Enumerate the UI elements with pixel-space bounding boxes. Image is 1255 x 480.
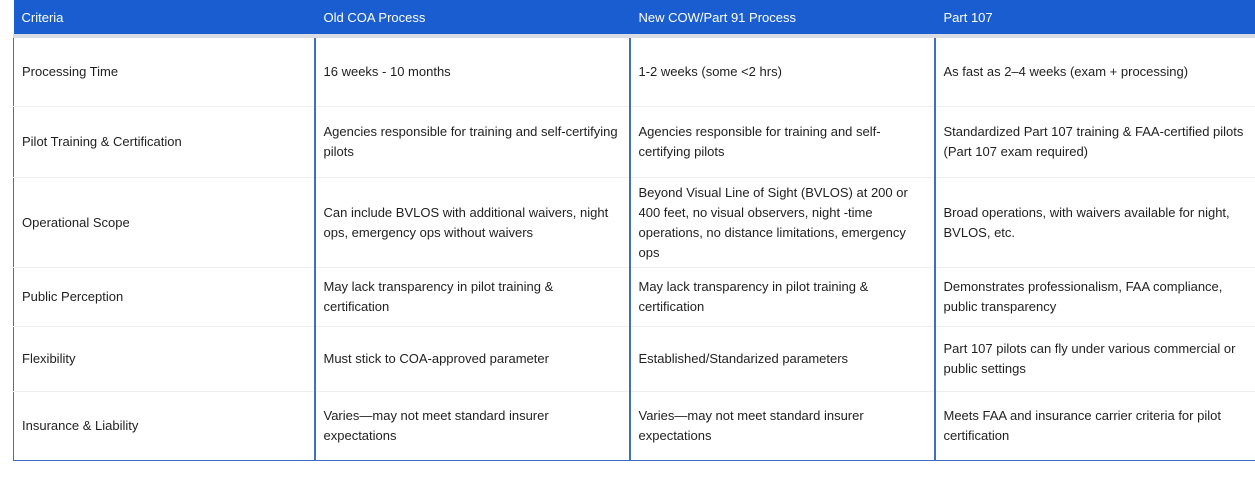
cell-new-cow: Established/Standarized parameters	[630, 327, 935, 392]
table-body	[14, 36, 1255, 461]
cell-criteria: Processing Time	[14, 36, 315, 107]
header-part-107: Part 107	[935, 0, 1255, 36]
cell-new-cow: Varies—may not meet standard insurer expectations	[630, 392, 935, 461]
cell-criteria: Pilot Training & Certification	[14, 107, 315, 178]
cell-criteria: Insurance & Liability	[14, 392, 315, 461]
cell-part-107: Part 107 pilots can fly under various commercial or public settings	[935, 327, 1255, 392]
cell-new-cow: Agencies responsible for training and self-certifying pilots	[630, 107, 935, 178]
cell-part-107: Standardized Part 107 training & FAA-certified pilots (Part 107 exam required)	[935, 107, 1255, 178]
cell-part-107: Broad operations, with waivers available for night, BVLOS, etc.	[935, 178, 1255, 268]
comparison-table-container	[13, 0, 1255, 461]
table-row	[14, 268, 1255, 327]
table-header	[14, 0, 1255, 36]
table-row	[14, 327, 1255, 392]
cell-part-107: Meets FAA and insurance carrier criteria for pilot certification	[935, 392, 1255, 461]
cell-new-cow: Beyond Visual Line of Sight (BVLOS) at 200 or 400 feet, no visual observers, night -time operations, no distance limitations, emergency ops	[630, 178, 935, 268]
cell-part-107: As fast as 2–4 weeks (exam + processing)	[935, 36, 1255, 107]
cell-new-cow: May lack transparency in pilot training & certification	[630, 268, 935, 327]
cell-old-coa: Can include BVLOS with additional waivers, night ops, emergency ops without waivers	[315, 178, 630, 268]
header-new-cow-part91-process: New COW/Part 91 Process	[630, 0, 935, 36]
header-criteria: Criteria	[14, 0, 315, 36]
cell-criteria: Operational Scope	[14, 178, 315, 268]
header-old-coa-process: Old COA Process	[315, 0, 630, 36]
comparison-table	[13, 0, 1255, 461]
cell-old-coa: Must stick to COA-approved parameter	[315, 327, 630, 392]
cell-old-coa: Varies—may not meet standard insurer expectations	[315, 392, 630, 461]
cell-old-coa: 16 weeks - 10 months	[315, 36, 630, 107]
table-row	[14, 107, 1255, 178]
table-row	[14, 392, 1255, 461]
header-row	[14, 0, 1255, 36]
cell-criteria: Public Perception	[14, 268, 315, 327]
cell-criteria: Flexibility	[14, 327, 315, 392]
table-row	[14, 178, 1255, 268]
cell-part-107: Demonstrates professionalism, FAA compliance, public transparency	[935, 268, 1255, 327]
cell-old-coa: May lack transparency in pilot training & certification	[315, 268, 630, 327]
table-row	[14, 36, 1255, 107]
cell-old-coa: Agencies responsible for training and self-certifying pilots	[315, 107, 630, 178]
cell-new-cow: 1-2 weeks (some <2 hrs)	[630, 36, 935, 107]
